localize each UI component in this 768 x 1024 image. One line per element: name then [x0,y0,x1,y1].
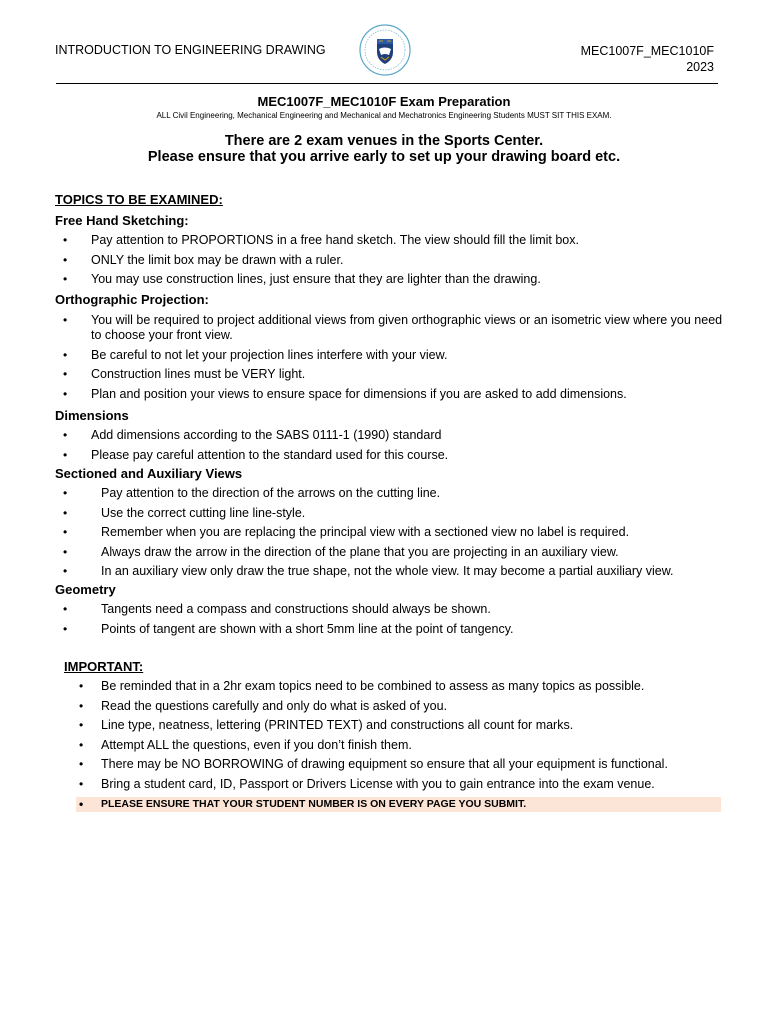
document-body [0,92,768,165]
bullet-icon: • [79,737,84,752]
list-item: • Be careful to not let your projection lines interfere with your view. [63,347,448,362]
important-list [55,679,745,816]
list-item: • Points of tangent are shown with a short 5mm line at the point of tangency. [63,621,514,636]
venue-line-1: There are 2 exam venues in the Sports Center. [224,133,544,149]
sectioned-list [55,486,745,584]
document-title: MEC1007F_MEC1010F Exam Preparation [257,94,511,109]
list-item: • Add dimensions according to the SABS 0111-1 (1990) standard [63,428,442,442]
university-crest-logo [354,22,416,78]
list-item: • ONLY the limit box may be drawn with a ruler. [63,252,344,267]
bullet-icon: • [79,679,84,693]
list-item: • Tangents need a compass and constructions should always be shown. [63,602,491,616]
course-code-block [581,43,714,75]
header-divider [56,83,718,84]
bullet-icon: • [63,272,68,287]
bullet-icon: • [63,252,68,267]
bullet-icon: • [63,486,68,500]
bullet-icon: • [63,313,68,327]
bullet-icon: • [63,447,68,462]
bullet-icon: • [63,602,68,616]
list-item: • Construction lines must be VERY light. [63,367,306,382]
list-item: • Attempt ALL the questions, even if you don’t finish them. [79,737,412,752]
list-item: • You will be required to project additional views from given orthographic views or an isometric view where you need to choose your front view. [63,313,723,342]
list-item: • You may use construction lines, just ensure that they are lighter than the drawing. [63,272,541,287]
sectioned-heading: Sectioned and Auxiliary Views [55,466,243,481]
bullet-icon: • [63,544,68,559]
list-item: • Use the correct cutting line line-style. [63,505,306,520]
list-item: • Read the questions carefully and only do what is asked of you. [79,698,448,713]
list-item: • Bring a student card, ID, Passport or Drivers License with you to gain entrance into the exam venue. [79,776,655,791]
bullet-icon: • [79,776,84,791]
page-header [0,0,768,90]
bullet-icon: • [79,698,84,713]
list-item: • Pay attention to the direction of the arrows on the cutting line. [63,486,441,500]
list-item: • Plan and position your views to ensure space for dimensions if you are asked to add dimensions. [63,386,627,401]
list-item: • In an auxiliary view only draw the true shape, not the whole view. It may become a partial auxiliary view. [63,564,674,579]
dimensions-list [55,428,735,467]
bullet-icon: • [63,525,68,540]
geometry-list [55,602,735,641]
bullet-icon: • [63,428,68,442]
bullet-icon: • [79,718,84,733]
bullet-icon: • [79,796,84,811]
course-year: 2023 [686,60,714,74]
list-item: • Pay attention to PROPORTIONS in a free hand sketch. The view should fill the limit box. [63,233,579,247]
freehand-heading: Free Hand Sketching: [55,213,189,228]
list-item: • There may be NO BORROWING of drawing equipment so ensure that all your equipment is functional. [79,757,668,772]
bullet-icon: • [63,386,68,401]
important-heading: IMPORTANT: [64,659,144,674]
list-item: • Be reminded that in a 2hr exam topics need to be combined to assess as many topics as possible. [79,679,645,693]
geometry-heading: Geometry [55,582,116,597]
bullet-icon: • [63,505,68,520]
list-item: • Remember when you are replacing the principal view with a sectioned view no label is required. [63,525,630,540]
topics-heading: TOPICS TO BE EXAMINED: [55,192,223,207]
highlighted-list-item: • PLEASE ENSURE THAT YOUR STUDENT NUMBER IS ON EVERY PAGE YOU SUBMIT. [76,797,721,812]
ortho-heading: Orthographic Projection: [55,292,209,307]
venue-line-2: Please ensure that you arrive early to set up your drawing board etc. [147,149,621,165]
bullet-icon: • [63,233,68,247]
list-item: • Line type, neatness, lettering (PRINTED TEXT) and constructions all count for marks. [79,718,574,733]
bullet-icon: • [63,564,68,579]
freehand-list [55,233,735,292]
course-title: INTRODUCTION TO ENGINEERING DRAWING [55,43,326,57]
bullet-icon: • [63,347,68,362]
bullet-icon: • [63,367,68,382]
ortho-list [55,313,735,406]
bullet-icon: • [79,757,84,772]
dimensions-heading: Dimensions [55,408,129,423]
list-item: • Always draw the arrow in the direction of the plane that you are projecting in an auxiliary view. [63,544,619,559]
document-subtitle: ALL Civil Engineering, Mechanical Engineering and Mechanical and Mechatronics Engineering Students MUST SIT THIS EXAM. [156,111,612,120]
list-item: • Please pay careful attention to the standard used for this course. [63,447,449,462]
bullet-icon: • [63,621,68,636]
course-code: MEC1007F_MEC1010F [580,44,714,58]
